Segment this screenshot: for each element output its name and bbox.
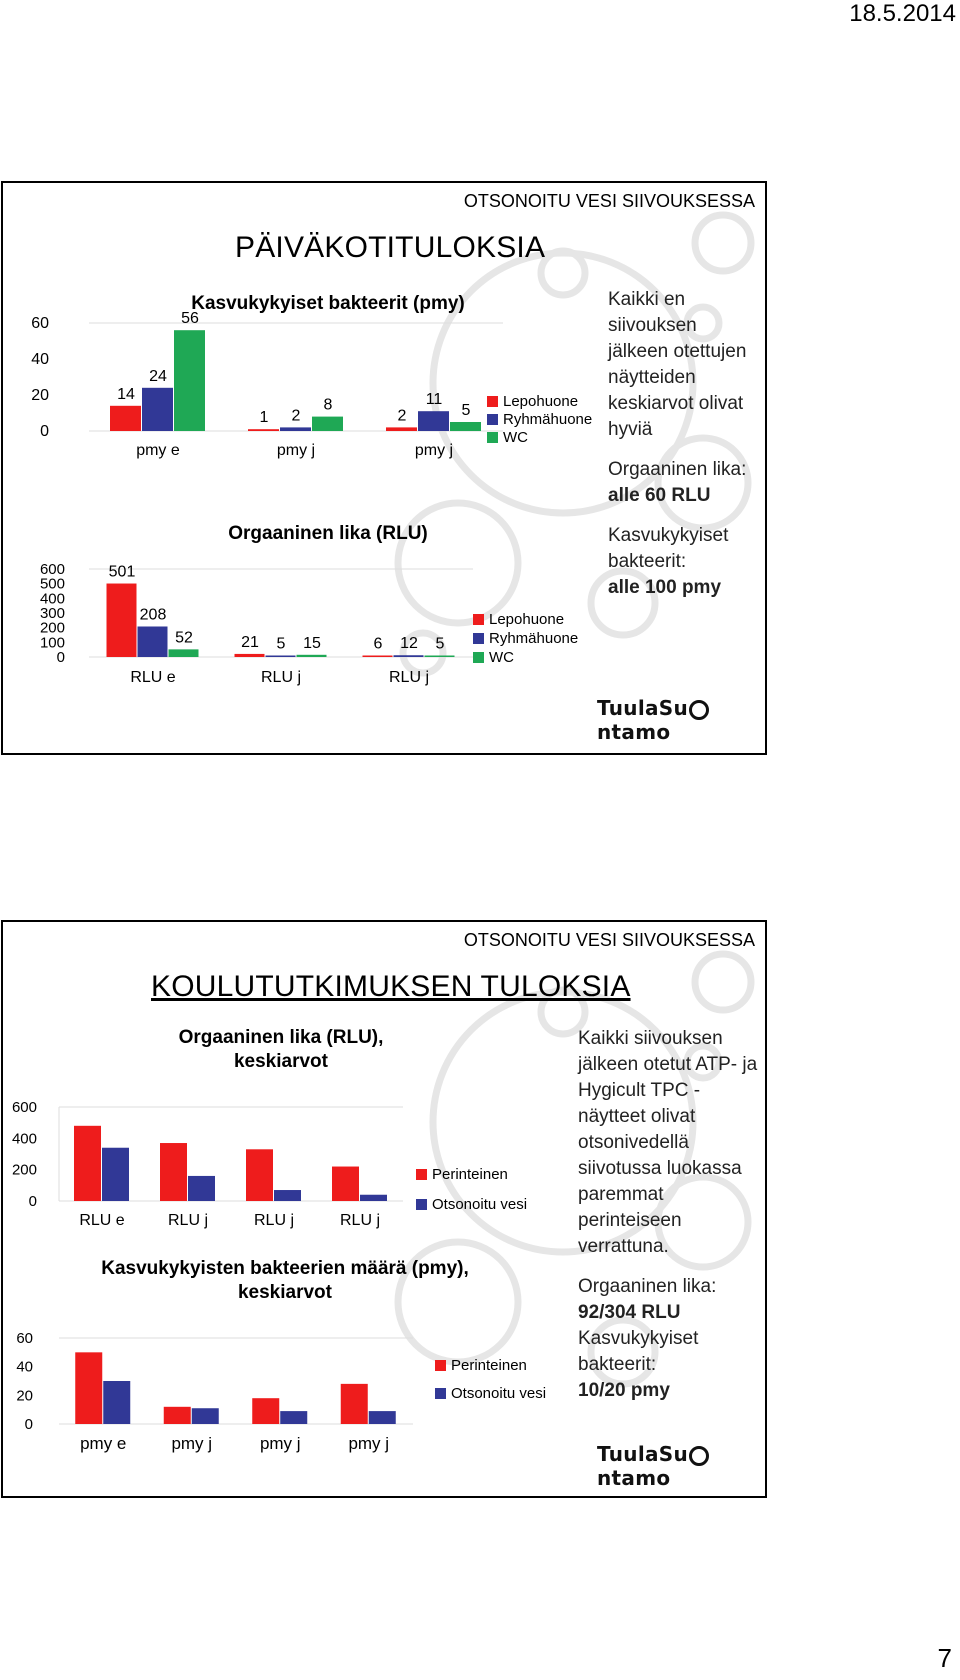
bar xyxy=(418,411,449,431)
y-tick-label: 20 xyxy=(31,387,49,404)
bar xyxy=(369,1411,396,1424)
data-label: 56 xyxy=(181,310,199,328)
bar xyxy=(75,1352,102,1424)
bar xyxy=(248,429,279,431)
logo-text: ntamo xyxy=(597,720,671,744)
data-label: 5 xyxy=(461,402,471,419)
side-label: Orgaaninen lika: xyxy=(608,459,747,480)
bar xyxy=(312,417,343,431)
y-tick-label: 60 xyxy=(16,1330,33,1347)
x-tick-label: pmy j xyxy=(414,442,454,459)
y-tick-label: 300 xyxy=(39,605,65,622)
logo-ring-icon xyxy=(689,1446,709,1466)
legend-swatch xyxy=(487,396,498,407)
legend-swatch xyxy=(473,652,484,663)
x-tick-label: RLU e xyxy=(130,669,176,686)
legend-label: Ryhmähuone xyxy=(503,411,593,428)
chart-title: Kasvukykyiset bakteerit (pmy) xyxy=(191,293,465,314)
bar xyxy=(110,406,141,431)
side-text xyxy=(578,1026,763,1404)
bar xyxy=(160,1143,187,1201)
bar xyxy=(74,1126,101,1201)
y-tick-label: 40 xyxy=(31,351,49,368)
chart-title: Orgaaninen lika (RLU) xyxy=(228,523,428,544)
y-tick-label: 400 xyxy=(39,590,65,608)
legend-swatch xyxy=(487,432,498,443)
legend-label: Lepohuone xyxy=(503,393,579,410)
slide-header: OTSONOITU VESI SIIVOUKSESSA xyxy=(463,191,755,211)
y-tick-label: 20 xyxy=(16,1387,33,1405)
side-value: 10/20 pmy xyxy=(578,1380,670,1401)
data-label: 14 xyxy=(117,385,135,403)
x-tick-label: pmy e xyxy=(80,1434,127,1453)
chart-title: Orgaaninen lika (RLU), xyxy=(178,1027,384,1048)
bar xyxy=(103,1381,130,1424)
page-number: 7 xyxy=(937,1643,952,1673)
bar xyxy=(235,654,265,657)
legend-label: Perinteinen xyxy=(451,1357,527,1374)
bar xyxy=(450,422,481,431)
bar xyxy=(164,1407,191,1424)
side-label: Orgaaninen lika: xyxy=(578,1276,717,1297)
chart-organic-rlu-averages xyxy=(3,1027,573,1252)
date-label: 18.5.2014 xyxy=(849,0,956,27)
bar xyxy=(274,1190,301,1201)
logo-text: TuulaSu xyxy=(597,696,689,720)
y-tick-label: 60 xyxy=(31,315,49,332)
bar xyxy=(386,427,417,431)
logo-text: ntamo xyxy=(597,1466,671,1490)
side-value: alle 60 RLU xyxy=(608,485,711,506)
bar xyxy=(297,655,327,657)
side-label: Kasvukykyiset bakteerit: xyxy=(578,1328,699,1375)
bar xyxy=(360,1195,387,1201)
y-tick-label: 100 xyxy=(39,634,65,652)
bar xyxy=(142,388,173,431)
legend-swatch xyxy=(416,1199,427,1210)
chart-bacteria-pmy xyxy=(3,283,603,513)
slide-header: OTSONOITU VESI SIIVOUKSESSA xyxy=(463,930,755,950)
data-label: 2 xyxy=(397,407,407,425)
bar xyxy=(192,1408,219,1424)
x-tick-label: RLU j xyxy=(167,1212,209,1229)
legend-swatch xyxy=(435,1388,446,1399)
legend-label: Otsonoitu vesi xyxy=(451,1385,547,1402)
bar xyxy=(280,427,311,431)
slide-title: PÄIVÄKOTITULOKSIA xyxy=(235,231,546,264)
bar xyxy=(266,656,296,658)
chart-title: keskiarvot xyxy=(233,1051,329,1072)
x-tick-label: pmy j xyxy=(276,442,316,459)
y-tick-label: 0 xyxy=(56,649,65,666)
y-tick-label: 600 xyxy=(11,1099,37,1116)
data-label: 6 xyxy=(373,635,383,653)
x-tick-label: pmy j xyxy=(259,1434,301,1453)
legend-swatch xyxy=(487,414,498,425)
data-label: 5 xyxy=(435,635,445,653)
bar xyxy=(280,1411,307,1424)
data-label: 8 xyxy=(323,396,333,414)
data-label: 5 xyxy=(276,635,286,653)
y-tick-label: 400 xyxy=(11,1130,37,1148)
bar xyxy=(102,1148,129,1201)
bar xyxy=(341,1384,368,1424)
legend-label: Perinteinen xyxy=(432,1166,508,1183)
chart-bacteria-pmy-averages xyxy=(3,1240,573,1480)
x-tick-label: pmy j xyxy=(171,1434,213,1453)
data-label: 2 xyxy=(291,407,301,425)
slide-school-results xyxy=(1,920,767,1498)
legend-swatch xyxy=(416,1169,427,1180)
legend-label: Otsonoitu vesi xyxy=(432,1196,528,1213)
x-tick-label: RLU j xyxy=(339,1212,381,1229)
legend-label: Lepohuone xyxy=(489,611,565,628)
bar xyxy=(169,649,199,657)
bar xyxy=(246,1149,273,1201)
bar xyxy=(332,1167,359,1201)
x-tick-label: RLU e xyxy=(79,1212,125,1229)
bar xyxy=(252,1398,279,1424)
y-tick-label: 200 xyxy=(11,1161,37,1179)
bar xyxy=(363,656,393,658)
data-label: 208 xyxy=(139,606,167,624)
side-text xyxy=(608,287,758,601)
data-label: 12 xyxy=(400,635,418,653)
y-tick-label: 0 xyxy=(28,1193,37,1210)
y-tick-label: 0 xyxy=(24,1416,33,1433)
bar xyxy=(394,655,424,657)
company-logo xyxy=(597,1442,765,1490)
logo-text: TuulaSu xyxy=(597,1442,689,1466)
x-tick-label: RLU j xyxy=(260,669,302,686)
bar xyxy=(107,584,137,657)
company-logo xyxy=(597,696,765,744)
data-label: 15 xyxy=(303,634,321,652)
y-tick-label: 600 xyxy=(39,561,65,578)
y-tick-label: 200 xyxy=(39,619,65,637)
data-label: 501 xyxy=(108,563,136,581)
chart-title: Kasvukykyisten bakteerien määrä (pmy), xyxy=(101,1258,469,1279)
bar xyxy=(174,330,205,431)
legend-label: Ryhmähuone xyxy=(489,630,579,647)
side-value: alle 100 pmy xyxy=(608,577,722,598)
legend-swatch xyxy=(435,1360,446,1371)
bar xyxy=(425,656,455,658)
legend-swatch xyxy=(473,633,484,644)
side-paragraph: Kaikki en siivouksen jälkeen otettujen näytteiden keskiarvot olivat hyviä xyxy=(608,289,747,440)
bar xyxy=(188,1176,215,1201)
legend-label: WC xyxy=(489,649,514,666)
bar xyxy=(138,626,168,657)
y-tick-label: 500 xyxy=(39,575,65,593)
chart-title: keskiarvot xyxy=(237,1282,333,1303)
slide-daycare-results xyxy=(1,181,767,755)
y-tick-label: 0 xyxy=(40,423,49,440)
legend-label: WC xyxy=(503,429,528,446)
data-label: 24 xyxy=(149,367,167,385)
side-value: 92/304 RLU xyxy=(578,1302,681,1323)
slide-title: KOULUTUTKIMUKSEN TULOKSIA xyxy=(151,970,631,1003)
legend-swatch xyxy=(473,614,484,625)
logo-ring-icon xyxy=(689,700,709,720)
data-label: 1 xyxy=(259,409,269,427)
x-tick-label: pmy e xyxy=(136,442,180,459)
x-tick-label: pmy j xyxy=(348,1434,390,1453)
chart-organic-rlu xyxy=(3,513,603,743)
side-label: Kasvukykyiset bakteerit: xyxy=(608,525,729,572)
data-label: 52 xyxy=(175,629,193,647)
x-tick-label: RLU j xyxy=(253,1212,295,1229)
data-label: 11 xyxy=(425,391,443,409)
data-label: 21 xyxy=(241,633,259,651)
x-tick-label: RLU j xyxy=(388,669,430,686)
side-paragraph: Kaikki siivouksen jälkeen otetut ATP- ja Hygicult TPC -näytteet olivat otsonivedellä siivotussa luokassa paremmat perinteiseen verrattuna. xyxy=(578,1028,758,1257)
y-tick-label: 40 xyxy=(16,1358,33,1376)
